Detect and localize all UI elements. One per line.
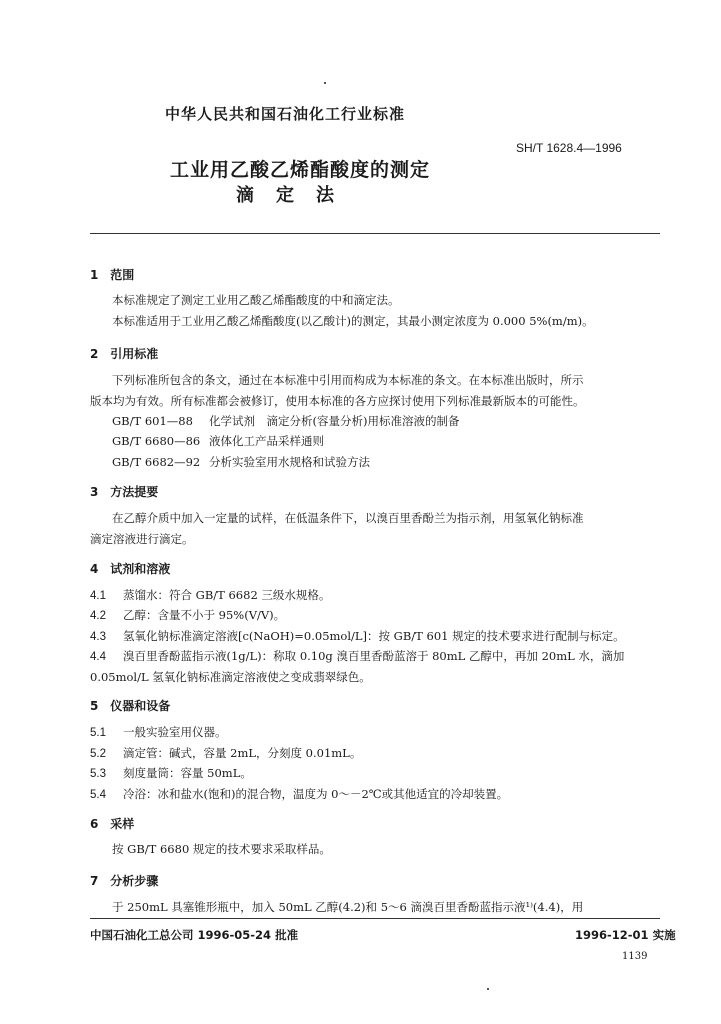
section-5-heading: 5 仪器和设备 — [90, 699, 171, 713]
section-6-heading: 6 采样 — [90, 817, 135, 831]
section-2-line: 版本均为有效。所有标准都会被修订，使用本标准的各方应探讨使用下列标准最新版本的可能性。 — [90, 394, 585, 408]
issuing-organization: 中华人民共和国石油化工行业标准 — [165, 105, 406, 123]
section-1-line: 本标准规定了测定工业用乙酸乙烯酯酸度的中和滴定法。 — [112, 293, 400, 307]
section-3-line: 在乙醇介质中加入一定量的试样，在低温条件下，以溴百里香酚兰为指示剂，用氢氧化钠标准 — [112, 511, 584, 525]
section-2-line: 下列标准所包含的条文，通过在本标准中引用而构成为本标准的条文。在本标准出版时，所示 — [112, 373, 584, 387]
scan-speck — [487, 988, 489, 990]
numbered-item: 4.2 乙醇：含量不小于 95%(V/V)。 — [90, 608, 286, 622]
reference-item: GB/T 6682—92 分析实验室用水规格和试验方法 — [112, 455, 370, 469]
document-subtitle: 滴定法 — [236, 185, 356, 206]
numbered-item: 5.2 滴定管：碱式，容量 2mL，分刻度 0.01mL。 — [90, 746, 362, 760]
numbered-item: 4.1 蒸馏水：符合 GB/T 6682 三级水规格。 — [90, 588, 331, 602]
section-3-heading: 3 方法提要 — [90, 485, 159, 499]
section-2-heading: 2 引用标准 — [90, 347, 159, 361]
section-1-heading: 1 范围 — [90, 268, 135, 282]
numbered-item: 5.3 刻度量筒：容量 50mL。 — [90, 766, 252, 780]
item-continuation: 0.05mol/L 氢氧化钠标准滴定溶液使之变成翡翠绿色。 — [90, 670, 371, 684]
footer-rule — [90, 918, 660, 919]
section-1-line: 本标准适用于工业用乙酸乙烯酯酸度(以乙酸计)的测定，其最小测定浓度为 0.000 5%(m/m)。 — [112, 314, 594, 328]
scan-speck — [324, 82, 326, 84]
numbered-item: 4.4 溴百里香酚蓝指示液(1g/L)：称取 0.10g 溴百里香酚蓝溶于 80mL 乙醇中，再加 20mL 水，滴加 — [90, 649, 625, 663]
section-7-line: 于 250mL 具塞锥形瓶中，加入 50mL 乙醇(4.2)和 5～6 滴溴百里香酚蓝指示液¹⁾(4.4)，用 — [112, 900, 584, 914]
section-3-line: 滴定溶液进行滴定。 — [90, 532, 194, 546]
numbered-item: 5.4 冷浴：冰和盐水(饱和)的混合物，温度为 0～－2℃或其他适宜的冷却装置。 — [90, 787, 509, 801]
approval-line: 中国石油化工总公司 1996-05-24 批准 — [90, 928, 299, 942]
document-title: 工业用乙酸乙烯酯酸度的测定 — [170, 159, 431, 181]
implementation-date: 1996-12-01 实施 — [575, 928, 676, 942]
section-7-heading: 7 分析步骤 — [90, 874, 159, 888]
standard-number: SH/T 1628.4—1996 — [516, 141, 622, 155]
section-6-line: 按 GB/T 6680 规定的技术要求采取样品。 — [112, 842, 331, 856]
reference-item: GB/T 601—88 化学试剂 滴定分析(容量分析)用标准溶液的制备 — [112, 414, 460, 428]
reference-item: GB/T 6680—86 液体化工产品采样通则 — [112, 434, 324, 448]
page-number: 1139 — [622, 951, 648, 962]
header-rule — [90, 233, 660, 234]
numbered-item: 4.3 氢氧化钠标准滴定溶液[c(NaOH)=0.05mol/L]：按 GB/T 601 规定的技术要求进行配制与标定。 — [90, 629, 625, 643]
section-4-heading: 4 试剂和溶液 — [90, 562, 171, 576]
numbered-item: 5.1 一般实验室用仪器。 — [90, 725, 227, 739]
